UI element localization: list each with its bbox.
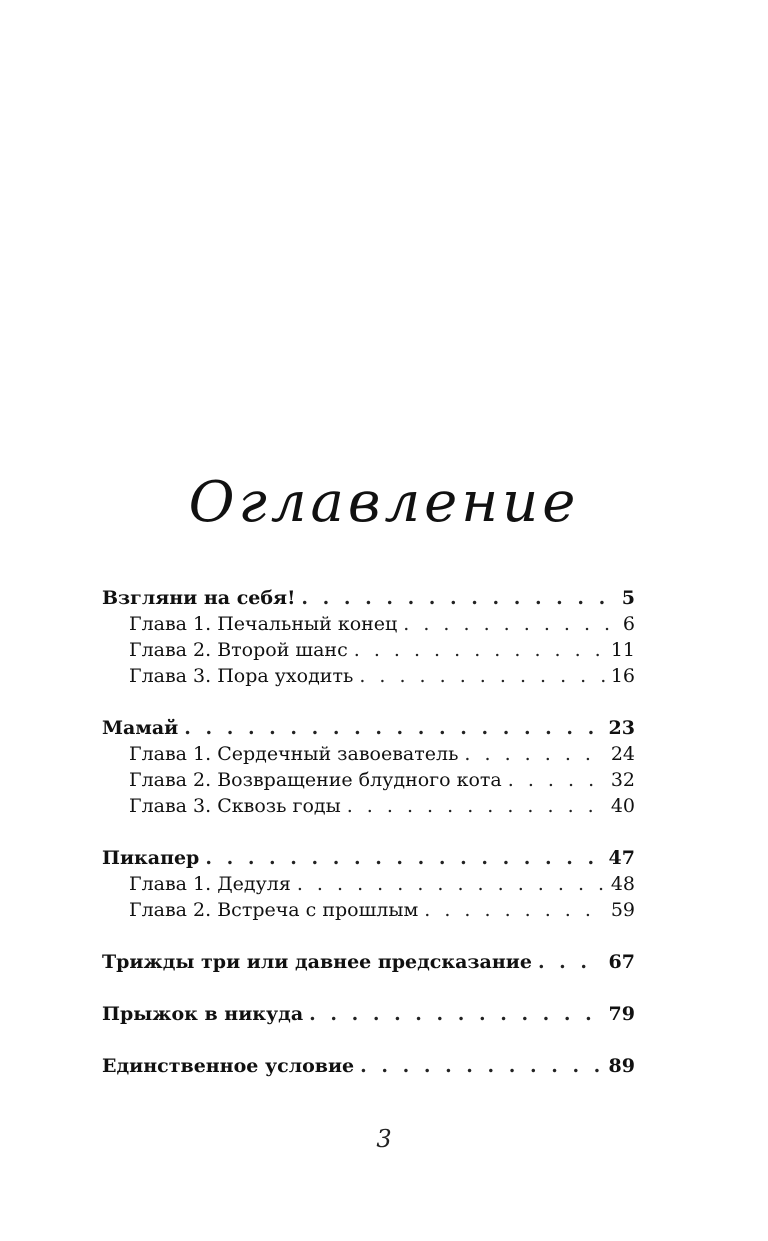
toc-chapter-entry[interactable] — [102, 611, 635, 637]
toc-part-entry[interactable] — [102, 585, 635, 611]
toc-chapter-entry[interactable] — [102, 897, 635, 923]
toc-section — [102, 845, 635, 923]
toc-page-number: 24 — [610, 743, 635, 765]
toc-part-entry[interactable] — [102, 1053, 635, 1079]
dot-leader — [184, 715, 602, 741]
toc-chapter-entry[interactable] — [102, 741, 635, 767]
dot-leader — [424, 897, 605, 923]
toc-chapter-title: Глава 3. Сквозь годы — [129, 795, 341, 817]
toc-page-number: 48 — [610, 873, 635, 895]
dot-leader — [347, 793, 605, 819]
toc-page-number: 5 — [621, 587, 635, 609]
toc-chapter-title: Глава 2. Встреча с прошлым — [129, 899, 419, 921]
dot-leader — [297, 871, 605, 897]
toc-page-number: 40 — [610, 795, 635, 817]
toc-chapter-title: Глава 2. Возвращение блудного кота — [129, 769, 502, 791]
toc-chapter-entry[interactable] — [102, 793, 635, 819]
toc-chapter-entry[interactable] — [102, 637, 635, 663]
dot-leader — [360, 1053, 602, 1079]
page-title: Оглавление — [188, 470, 580, 535]
toc-chapter-title: Глава 3. Пора уходить — [129, 665, 354, 687]
dot-leader — [464, 741, 604, 767]
toc-chapter-title: Глава 1. Дедуля — [129, 873, 291, 895]
toc-part-entry[interactable] — [102, 845, 635, 871]
toc-page-number: 11 — [610, 639, 635, 661]
toc-page-number: 32 — [610, 769, 635, 791]
toc-section — [102, 585, 635, 689]
dot-leader — [359, 663, 605, 689]
toc-part-entry[interactable] — [102, 715, 635, 741]
dot-leader — [354, 637, 605, 663]
dot-leader — [309, 1001, 602, 1027]
toc-page-number: 16 — [610, 665, 635, 687]
table-of-contents — [102, 585, 635, 1105]
toc-part-entry[interactable] — [102, 949, 635, 975]
toc-page-number: 89 — [608, 1055, 635, 1077]
page-number: 3 — [376, 1125, 392, 1153]
toc-section — [102, 949, 635, 975]
toc-section — [102, 715, 635, 819]
dot-leader — [508, 767, 605, 793]
toc-page-number: 23 — [608, 717, 635, 739]
toc-chapter-title: Глава 2. Второй шанс — [129, 639, 348, 661]
dot-leader — [403, 611, 617, 637]
toc-part-title: Взгляни на себя! — [102, 587, 296, 609]
toc-part-title: Мамай — [102, 717, 179, 739]
dot-leader — [301, 585, 615, 611]
toc-section — [102, 1001, 635, 1027]
toc-part-title: Единственное условие — [102, 1055, 355, 1077]
toc-part-title: Трижды три или давнее предсказание — [102, 951, 532, 973]
toc-chapter-entry[interactable] — [102, 871, 635, 897]
toc-part-title: Пикапер — [102, 847, 200, 869]
toc-chapter-title: Глава 1. Печальный конец — [129, 613, 398, 635]
toc-part-entry[interactable] — [102, 1001, 635, 1027]
toc-chapter-title: Глава 1. Сердечный завоеватель — [129, 743, 459, 765]
toc-chapter-entry[interactable] — [102, 663, 635, 689]
toc-chapter-entry[interactable] — [102, 767, 635, 793]
toc-part-title: Прыжок в никуда — [102, 1003, 304, 1025]
dot-leader — [205, 845, 602, 871]
toc-page-number: 59 — [610, 899, 635, 921]
toc-page-number: 67 — [608, 951, 635, 973]
toc-section — [102, 1053, 635, 1079]
dot-leader — [538, 949, 603, 975]
toc-page-number: 6 — [622, 613, 635, 635]
toc-page-number: 79 — [608, 1003, 635, 1025]
toc-page-number: 47 — [608, 847, 635, 869]
